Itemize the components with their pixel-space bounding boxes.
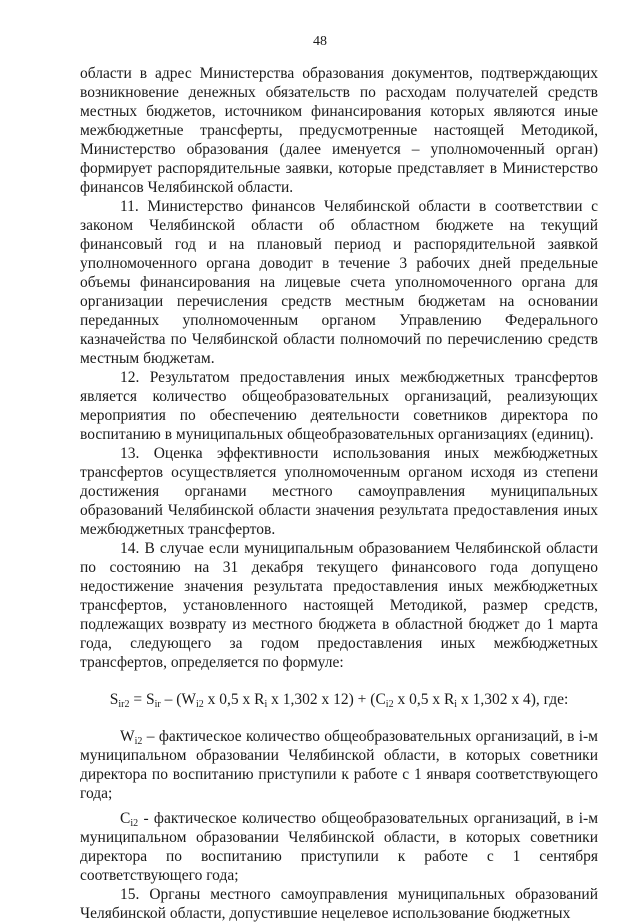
- formula-s-sub: ir2: [118, 699, 130, 710]
- paragraph-12: 12. Результатом предоставления иных межбюджетных трансфертов является количество общеобразовательных организаций, реализующих мероприятия по обеспечению деятельности советников директора по воспитанию в муниципальных общеобразовательных организациях (единиц).: [80, 369, 598, 443]
- paragraph-11: 11. Министерство финансов Челябинской области в соответствии с законом Челябинской области об областном бюджете на текущий финансовый год и на плановый период и распорядительной заявкой уполномоченного органа доводит в течение 3 рабочих дней предельные объемы финансирования на лицевые счета уполномоченного органа для организации перечисления средств местным бюджетам на основании переданных уполномоченным органом Управлению Федерального казначейства по Челябинской области полномочий по перечислению средств местным бюджетам.: [80, 198, 598, 367]
- formula-r2-sub: i: [454, 699, 458, 710]
- document-body: [80, 64, 598, 923]
- def-c-sub: i2: [130, 818, 139, 829]
- formula-w-sub: i2: [195, 699, 204, 710]
- formula: [80, 690, 598, 709]
- definition-w: [80, 727, 598, 803]
- def-w-text: – фактическое количество общеобразовательных организаций, в i-м муниципальном образовании Челябинской области, в которых советники директора по воспитанию приступили к работе с 1 января соответствующего года;: [80, 728, 598, 802]
- formula-s: S: [109, 691, 119, 708]
- paragraph-14: 14. В случае если муниципальным образованием Челябинской области по состоянию на 31 декабря текущего финансового года допущено недостижение значения результата предоставления иных межбюджетных трансфертов, установленного настоящей Методикой, размер средств, подлежащих возврату из местного бюджета в областной бюджет до 1 марта года, следующего за годом предоставления иных межбюджетных трансфертов, определяется по формуле:: [80, 540, 598, 671]
- def-c-text: - фактическое количество общеобразовательных организаций, в i-м муниципальном образовании Челябинской области, в которых советники директора по воспитанию приступили к работе с 1 сентября соответствующего года;: [80, 810, 598, 884]
- paragraph-continuation: области в адрес Министерства образования документов, подтверждающих возникновение денежных обязательств по расходам получателей средств местных бюджетов, источником финансирования которых являются иные межбюджетные трансферты, предусмотренные настоящей Методикой, Министерство образования (далее именуется – уполномоченный орган) формирует распорядительные заявки, которые представляет в Министерство финансов Челябинской области.: [80, 65, 598, 196]
- paragraph-15: 15. Органы местного самоуправления муниципальных образований Челябинской области, допустившие нецелевое использование бюджетных: [80, 886, 598, 922]
- formula-eq: = S: [129, 691, 155, 708]
- formula-part1: – (W: [160, 691, 196, 708]
- paragraph-13: 13. Оценка эффективности использования иных межбюджетных трансфертов осуществляется уполномоченным органом исходя из степени достижения органами местного самоуправления муниципальных образований Челябинской области значения результата предоставления иных межбюджетных трансфертов.: [80, 445, 598, 538]
- formula-part4: x 0,5 x R: [393, 691, 455, 708]
- page-number: 48: [313, 34, 327, 49]
- formula-part2: x 0,5 x R: [203, 691, 265, 708]
- def-w-sub: i2: [134, 736, 143, 747]
- def-c-symbol: C: [120, 810, 131, 827]
- definition-c: [80, 809, 598, 885]
- formula-r-sub: i: [264, 699, 268, 710]
- def-w-symbol: W: [120, 728, 135, 745]
- formula-part5: x 1,302 x 4), где:: [457, 691, 569, 708]
- formula-s2-sub: ir: [154, 699, 161, 710]
- formula-part3: x 1,302 x 12) + (C: [267, 691, 386, 708]
- formula-c-sub: i2: [385, 699, 394, 710]
